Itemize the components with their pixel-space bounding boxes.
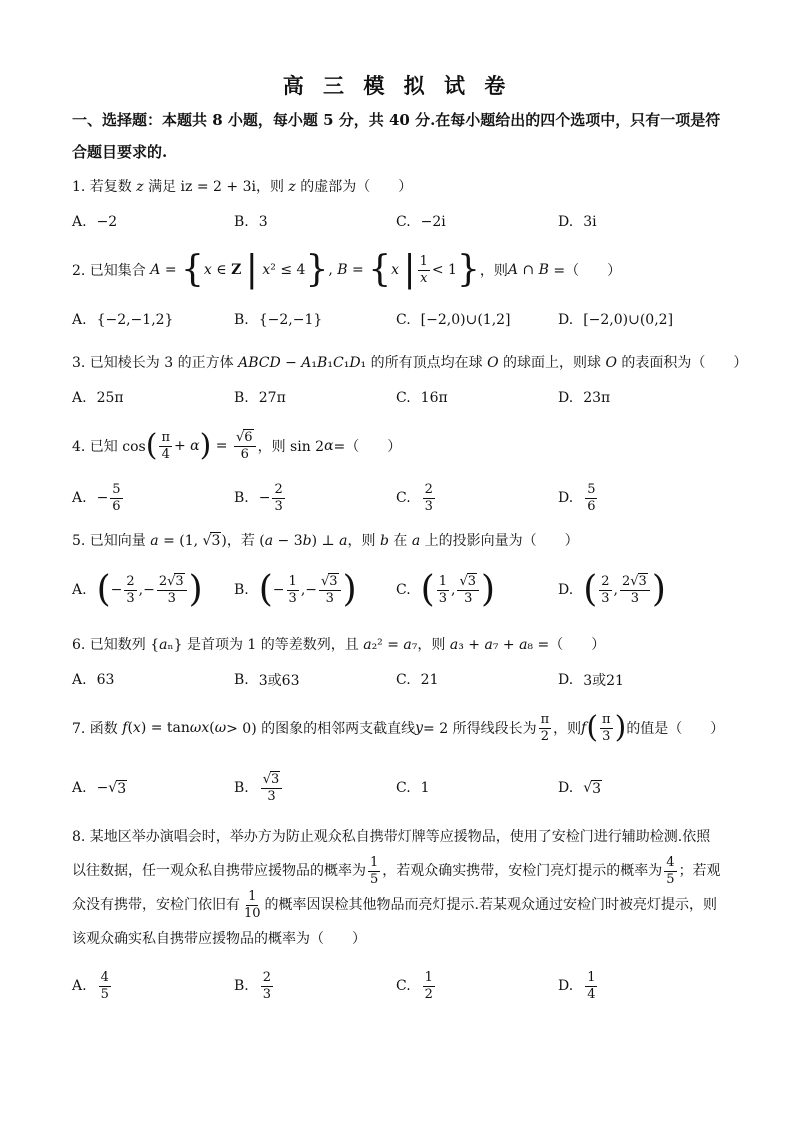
option-c: C. −2i [396,214,446,230]
question-8-options [72,966,732,1006]
question-5: 5. 已知向量 a = (1, √3)，若 (a − 3b) ⊥ a，则 b 在 a 上的投影向量为（ ） [72,533,579,549]
option-a: A. $\frac{4}{5}$ [72,969,109,1002]
section-heading: 一、选择题：本题共 8 小题，每小题 5 分，共 40 分.在每小题给出的四个选项中，只有一项是符合题目要求的. [72,111,721,161]
question-7-options [72,768,732,808]
option-c: C. 1 [396,780,430,796]
question-8: 8. 某地区举办演唱会时，举办方为防止观众私自携带灯牌等应援物品，使用了安检门进行辅助检测.依照以往数据，任一观众私自携带应援物品的概率为 $\frac{1}{5}$ ，若观众确实携带，安检门亮灯提示的概率为 $\frac{4}{5}$ ；若观众没有携带，安检门依旧有 $\frac{1}{10}$ 的概率因误检其他物品而亮灯提示.若某观众通过安检门时被亮灯提示，则该观众确实私自携带应援物品的概率为（ ） [72,829,721,947]
option-b: B. ( − $\frac{1}{3}$ ,− $\frac{√3}{3}$ ) [234,569,357,610]
option-c: C. 16π [396,390,448,406]
option-d: D. 3i [558,214,597,230]
option-d: D. $\frac{1}{4}$ [558,969,596,1002]
option-d: D. √ 3 [558,780,602,797]
option-c: C. [−2,0)∪(1,2] [396,312,511,328]
option-d: D. 23π [558,390,611,406]
option-d: D. 3或21 [558,672,624,689]
question-3-options [72,378,732,418]
question-2-options [72,300,732,340]
question-6-options [72,660,732,700]
option-a: A. {−2,−1,2} [72,312,174,328]
question-5-options [72,570,732,610]
question-3: 3. 已知棱长为 3 的正方体 ABCD − A₁B₁C₁D₁ 的所有顶点均在球 O 的球面上，则球 O 的表面积为（ ） [72,355,748,371]
option-b: B. $\frac{2}{3}$ [234,969,272,1002]
question-2: 2. 已知集合 A = { x ∈ Z | x ² ≤ 4 } , B = { x | $\frac{1}{x}$ < 1 } ，则 A ∩ B =（ ） [72,249,622,290]
option-a: A. −√ 3 [72,780,127,797]
option-a: A. ( − $\frac{2}{3}$ ,− $\frac{2√3}{3}$ ) [72,569,203,610]
option-b: B. {−2,−1} [234,312,323,328]
option-a: A. 63 [72,672,115,688]
option-b: B. $\frac{√3}{3}$ [234,768,284,808]
option-b: B. 3 [234,214,268,230]
question-4: 4. 已知 cos ( $\frac{\pi}{4}$ + α ) = $\frac{√6}{6}$ ，则 sin 2 α =（ ） [72,428,402,463]
option-c: C. $\frac{2}{3}$ [396,481,433,514]
question-6: 6. 已知数列 {aₙ} 是首项为 1 的等差数列，且 a₂² = a₇，则 a₃ + a₇ + a₈ =（ ） [72,637,606,653]
option-c: C. ( $\frac{1}{3}$ , $\frac{√3}{3}$ ) [396,569,496,610]
question-1: 1. 若复数 z 满足 iz = 2 + 3i，则 z 的虚部为（ ） [72,179,413,195]
option-d: D. $\frac{5}{6}$ [558,481,596,514]
page-title: 高 三 模 拟 试 卷 [282,73,512,98]
option-d: D. ( $\frac{2}{3}$ , $\frac{2√3}{3}$ ) [558,569,666,610]
option-d: D. [−2,0)∪(0,2] [558,312,674,328]
question-7: 7. 函数 f ( x ) = tan ωx ( ω > 0) 的图象的相邻两支截直线 y = 2 所得线段长为 $\frac{\pi}{2}$ ，则 f ( $\frac{\pi}{3}$ ) 的值是（ ） [72,710,725,745]
question-1-options [72,202,732,242]
option-b: B. 3或63 [234,672,300,689]
option-b: B. − $\frac{2}{3}$ [234,481,283,514]
option-b: B. 27π [234,390,286,406]
option-c: C. $\frac{1}{2}$ [396,969,433,1002]
option-a: A. −2 [72,214,118,230]
question-4-options [72,478,732,518]
option-a: A. − $\frac{5}{6}$ [72,481,121,514]
option-c: C. 21 [396,672,439,688]
option-a: A. 25π [72,390,124,406]
